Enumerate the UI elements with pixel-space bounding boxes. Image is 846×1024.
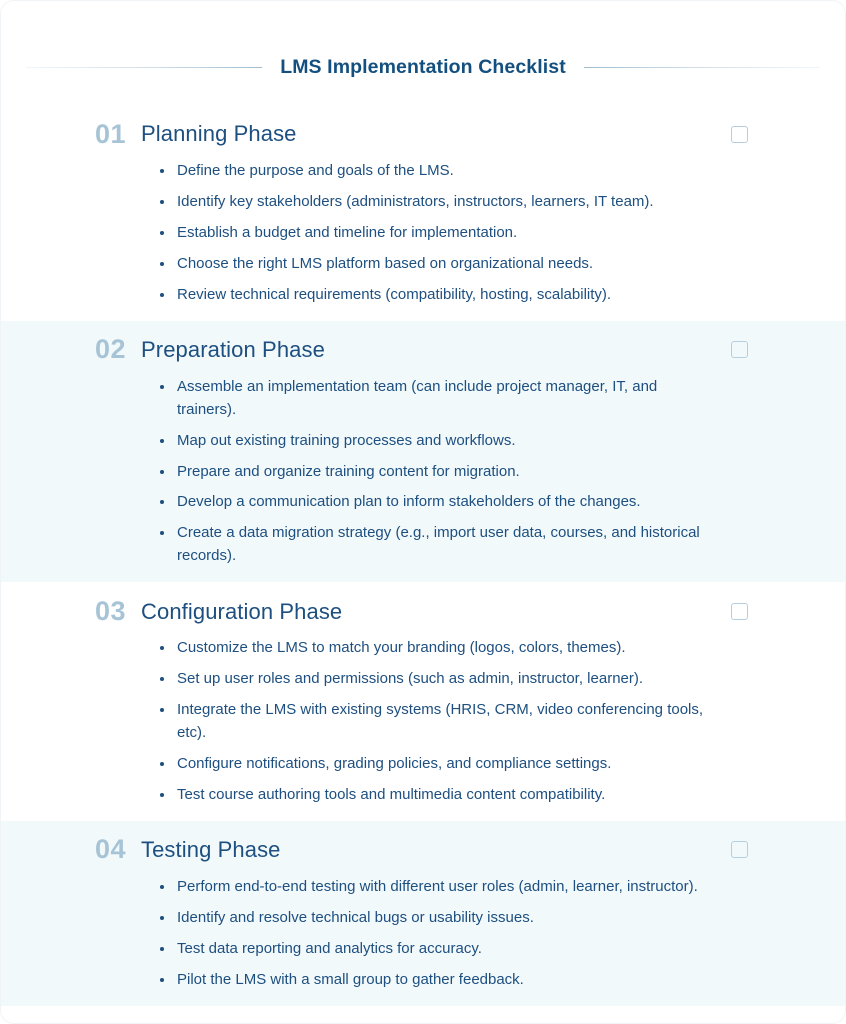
task-item: Create a data migration strategy (e.g., import user data, courses, and historical records).	[159, 522, 704, 568]
task-item: Prepare and organize training content for migration.	[159, 461, 704, 484]
section-checkbox[interactable]	[731, 126, 748, 143]
checklist-sections	[1, 105, 845, 1006]
section-number: 02	[95, 334, 127, 365]
task-item: Configure notifications, grading policies, and compliance settings.	[159, 753, 704, 776]
checklist-section	[1, 821, 845, 1006]
section-number: 01	[95, 118, 127, 149]
task-item: Test data reporting and analytics for accuracy.	[159, 938, 704, 961]
section-header	[95, 594, 751, 628]
task-list	[95, 160, 751, 307]
page-title: LMS Implementation Checklist	[280, 55, 566, 78]
checklist-section	[1, 105, 845, 321]
task-item: Customize the LMS to match your branding (logos, colors, themes).	[159, 637, 704, 660]
task-item: Integrate the LMS with existing systems (HRIS, CRM, video conferencing tools, etc).	[159, 699, 704, 745]
checklist-section	[1, 321, 845, 583]
section-title: Planning Phase	[141, 121, 297, 147]
task-item: Assemble an implementation team (can include project manager, IT, and trainers).	[159, 376, 704, 422]
section-header	[95, 833, 751, 867]
task-list	[95, 637, 751, 807]
task-item: Test course authoring tools and multimedia content compatibility.	[159, 784, 704, 807]
section-number: 03	[95, 595, 127, 626]
section-number: 04	[95, 834, 127, 865]
header-rule-left	[26, 67, 262, 68]
task-item: Set up user roles and permissions (such as admin, instructor, learner).	[159, 668, 704, 691]
task-item: Choose the right LMS platform based on organizational needs.	[159, 253, 704, 276]
task-item: Perform end-to-end testing with different user roles (admin, learner, instructor).	[159, 876, 704, 899]
section-checkbox[interactable]	[731, 603, 748, 620]
section-title: Testing Phase	[141, 837, 281, 863]
section-title: Preparation Phase	[141, 337, 325, 363]
task-item: Identify and resolve technical bugs or usability issues.	[159, 907, 704, 930]
task-item: Pilot the LMS with a small group to gather feedback.	[159, 969, 704, 992]
task-item: Develop a communication plan to inform stakeholders of the changes.	[159, 491, 704, 514]
task-list	[95, 876, 751, 992]
header-rule-right	[584, 67, 820, 68]
section-header	[95, 333, 751, 367]
document-header	[1, 53, 845, 81]
section-title: Configuration Phase	[141, 598, 343, 624]
task-list	[95, 376, 751, 569]
section-checkbox[interactable]	[731, 841, 748, 858]
section-header	[95, 117, 751, 151]
checklist-section	[1, 582, 845, 821]
task-item: Establish a budget and timeline for implementation.	[159, 222, 704, 245]
task-item: Define the purpose and goals of the LMS.	[159, 160, 704, 183]
task-item: Review technical requirements (compatibility, hosting, scalability).	[159, 284, 704, 307]
task-item: Identify key stakeholders (administrators, instructors, learners, IT team).	[159, 191, 704, 214]
task-item: Map out existing training processes and workflows.	[159, 430, 704, 453]
section-checkbox[interactable]	[731, 341, 748, 358]
